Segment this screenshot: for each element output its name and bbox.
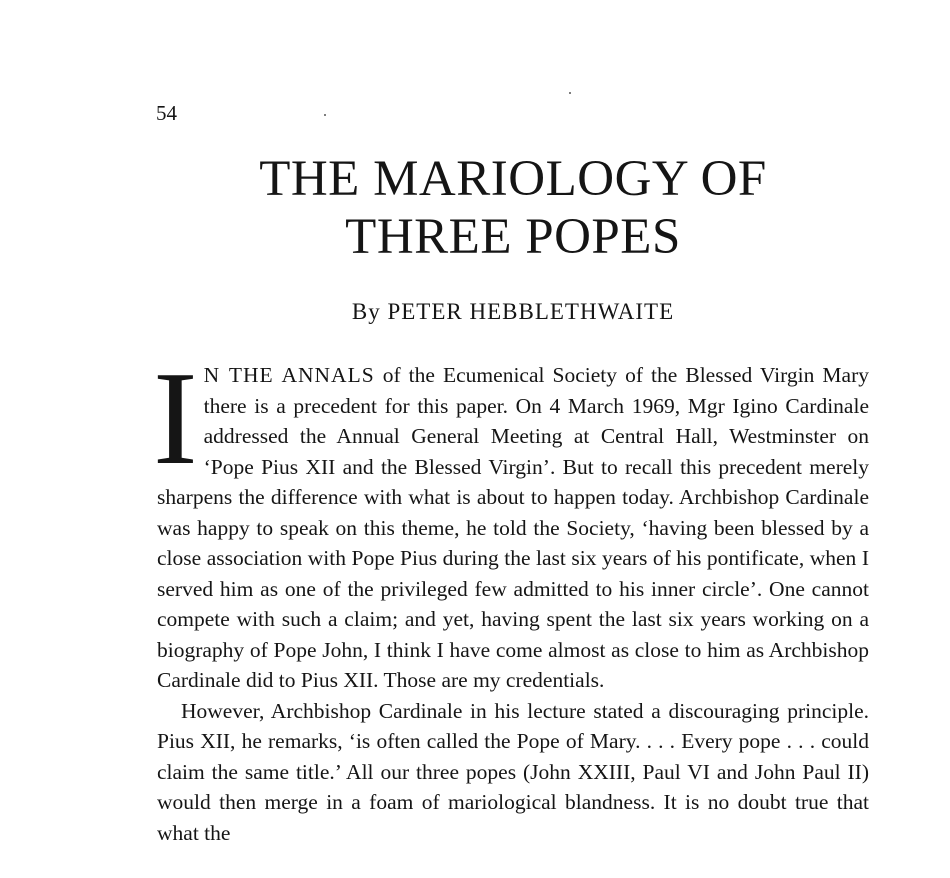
article-title [0, 150, 950, 266]
paragraph-2: However, Archbishop Cardinale in his lecture stated a discouraging principle. Pius XII, he remarks, ‘is often called the Pope of Mary. . . . Every pope . . . could claim the same title.’ All our three popes (John XXIII, Paul VI and John Paul II) would then merge in a foam of mariological blandness. It is no doubt true that what the [157, 698, 869, 845]
article-title-line-1: THE MARIOLOGY OF [259, 151, 767, 207]
scan-speck [324, 114, 326, 116]
page-number: 54 [156, 101, 177, 125]
article-body [153, 344, 869, 848]
drop-cap: I [153, 344, 198, 492]
paragraph-1 [153, 344, 869, 696]
article-title-line-2: THREE POPES [345, 209, 681, 265]
scan-speck [569, 92, 571, 94]
lead-in-small-caps: N THE ANNALS [203, 363, 375, 387]
article-byline: By PETER HEBBLETHWAITE [351, 299, 675, 324]
paragraph-1-text: of the Ecumenical Society of the Blessed Virgin Mary there is a precedent for this paper. On 4 March 1969, Mgr Igino Cardinale addressed the Annual General Meeting at Central Hall, Westminster on ‘Pope Pius XII and the Blessed Virgin’. But to recall this precedent merely sharpens the difference with what is about to happen today. Archbishop Cardinale was happy to speak on this theme, he told the Society, ‘having been blessed by a close association with Pope Pius during the last six years of his pontificate, when I served him as one of the privileged few admitted to his inner circle’. One cannot compete with such a claim; and yet, having spent the last six years working on a biography of Pope John, I think I have come almost as close to him as Archbishop Cardinale did to Pius XII. Those are my credentials. [157, 363, 869, 692]
